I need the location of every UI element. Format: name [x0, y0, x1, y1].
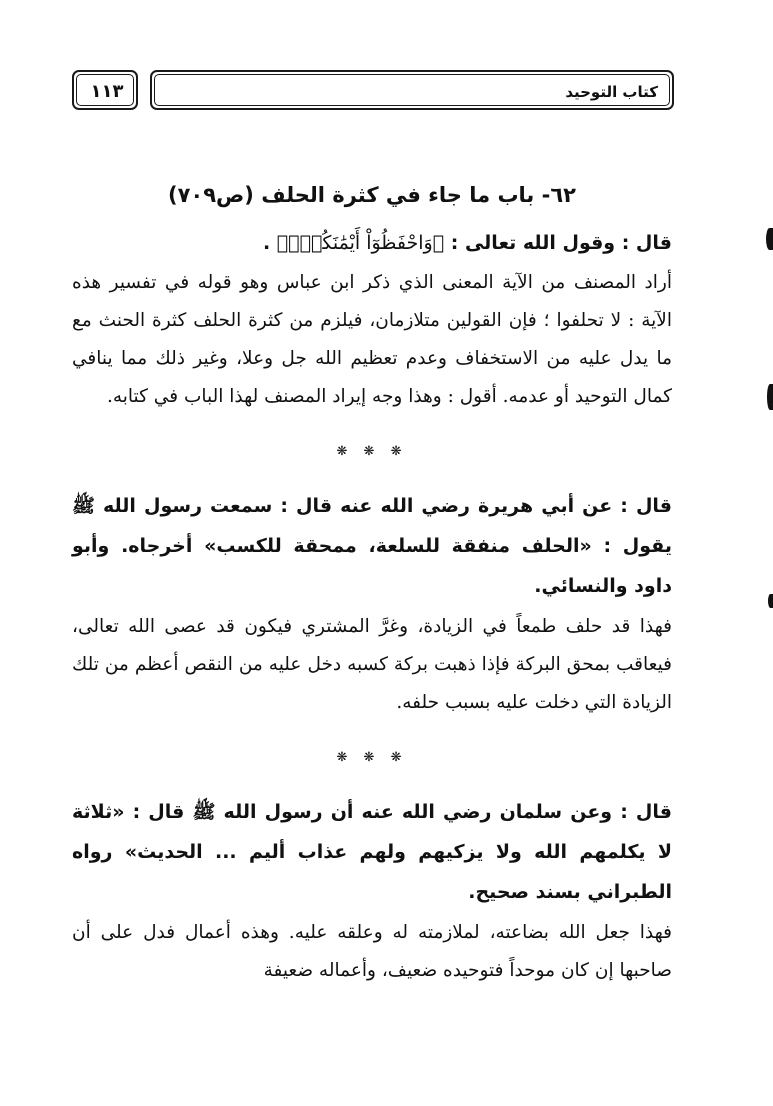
commentary-paragraph-2: فهذا قد حلف طمعاً في الزيادة، وغرَّ المشتري فيكون قد عصى الله تعالى، فيعاقب بمحق البركة فإذا ذهبت بركة كسبه دخل عليه من النقص أعظم من تلك الزيادة التي دخلت عليه بسبب حلفه. [72, 616, 672, 713]
hadith-block-1 [72, 486, 672, 722]
quran-verse: ﴿وَاحْفَظُوٓاْ أَيْمَٰنَكُمْۚ﴾ [276, 232, 445, 254]
header-title-inner-frame [154, 74, 670, 106]
page-number: ١١٣ [90, 81, 124, 102]
section-separator: ❋ ❋ ❋ [336, 444, 408, 459]
running-title: كتاب التوحيد [565, 83, 658, 101]
header-page-inner-frame [76, 74, 134, 106]
hadith-text-1: قال : عن أبي هريرة رضي الله عنه قال : سمعت رسول الله ﷺ يقول : «الحلف منفقة للسلعة، ممحقة للكسب» أخرجاه. وأبو داود والنسائي. [72, 495, 672, 597]
running-header [72, 70, 674, 114]
commentary-paragraph-1: أراد المصنف من الآية المعنى الذي ذكر ابن عباس وهو قوله في تفسير هذه الآية : لا تحلفوا ؛ فإن القولين متلازمان، فيلزم من كثرة الحلف كثرة الحنث مع ما يدل عليه من الاستخفاف وعدم تعظيم الله جل وعلا، وغير ذلك مما ينافي كمال التوحيد أو عدمه. أقول : وهذا وجه إيراد المصنف لهذا الباب في كتابه. [72, 272, 672, 407]
hadith-block-2 [72, 792, 672, 990]
page-content [72, 180, 672, 990]
commentary-paragraph-3: فهذا جعل الله بضاعته، لملازمته له وعلقه عليه. وهذه أعمال فدل على أن صاحبها إن كان موحداً فتوحيده ضعيف، وأعماله ضعيفة [72, 922, 672, 981]
scan-edge-mark [767, 384, 773, 410]
scan-edge-mark [768, 594, 773, 608]
chapter-title: ٦٢- باب ما جاء في كثرة الحلف (ص٧٠٩) [167, 183, 576, 207]
hadith-text-2: قال : وعن سلمان رضي الله عنه أن رسول الله ﷺ قال : «ثلاثة لا يكلمهم الله ولا يزكيهم ولهم عذاب أليم ... الحديث» رواه الطبراني بسند صحيح. [72, 801, 672, 903]
verse-intro: قال : وقول الله تعالى : [450, 232, 672, 254]
section-separator: ❋ ❋ ❋ [336, 750, 408, 765]
verse-intro-line [72, 224, 672, 262]
verse-end: . [262, 232, 271, 254]
scan-edge-mark [766, 228, 773, 250]
